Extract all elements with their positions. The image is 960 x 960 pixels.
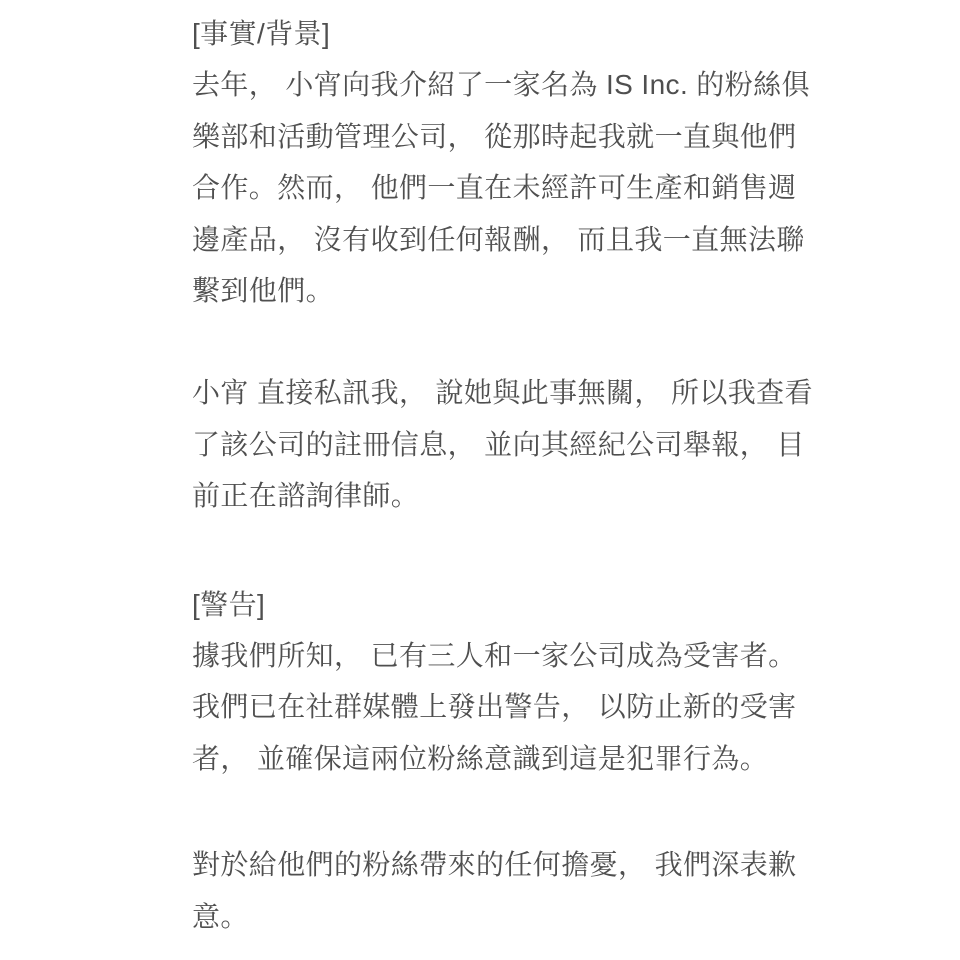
section-heading-facts: [事實/背景] — [192, 18, 331, 49]
text-line: 樂部和活動管理公司， 從那時起我就一直與他們 — [192, 120, 797, 152]
text-line: 去年， 小宵向我介紹了一家名為 IS Inc. 的粉絲俱 — [192, 69, 810, 101]
text-line: 我們已在社群媒體上發出警告， 以防止新的受害 — [192, 691, 797, 723]
text-line: 對於給他們的粉絲帶來的任何擔憂， 我們深表歉 — [192, 849, 797, 881]
text-line: 小宵 直接私訊我， 說她與此事無關， 所以我查看 — [192, 377, 813, 409]
document-body — [192, 8, 812, 942]
text-line: 了該公司的註冊信息， 並向其經紀公司舉報， 目 — [192, 428, 805, 460]
text-line: 者， 並確保這兩位粉絲意識到這是犯罪行為。 — [192, 742, 769, 774]
paragraph-company-intro — [192, 59, 812, 316]
paragraph-victims — [192, 630, 812, 784]
section-facts-background — [192, 8, 812, 522]
section-heading-warning: [警告] — [192, 588, 266, 620]
text-line: 前正在諮詢律師。 — [192, 480, 420, 512]
section-warning — [192, 579, 812, 942]
text-line: 邊產品， 沒有收到任何報酬， 而且我一直無法聯 — [192, 223, 805, 255]
paragraph-apology — [192, 839, 812, 942]
text-line: 合作。然而， 他們一直在未經許可生產和銷售週 — [192, 172, 797, 204]
paragraph-dm-and-lawyer — [192, 367, 812, 521]
text-line: 意。 — [192, 900, 249, 932]
text-line: 據我們所知， 已有三人和一家公司成為受害者。 — [192, 640, 797, 672]
text-line: 繫到他們。 — [192, 275, 335, 307]
